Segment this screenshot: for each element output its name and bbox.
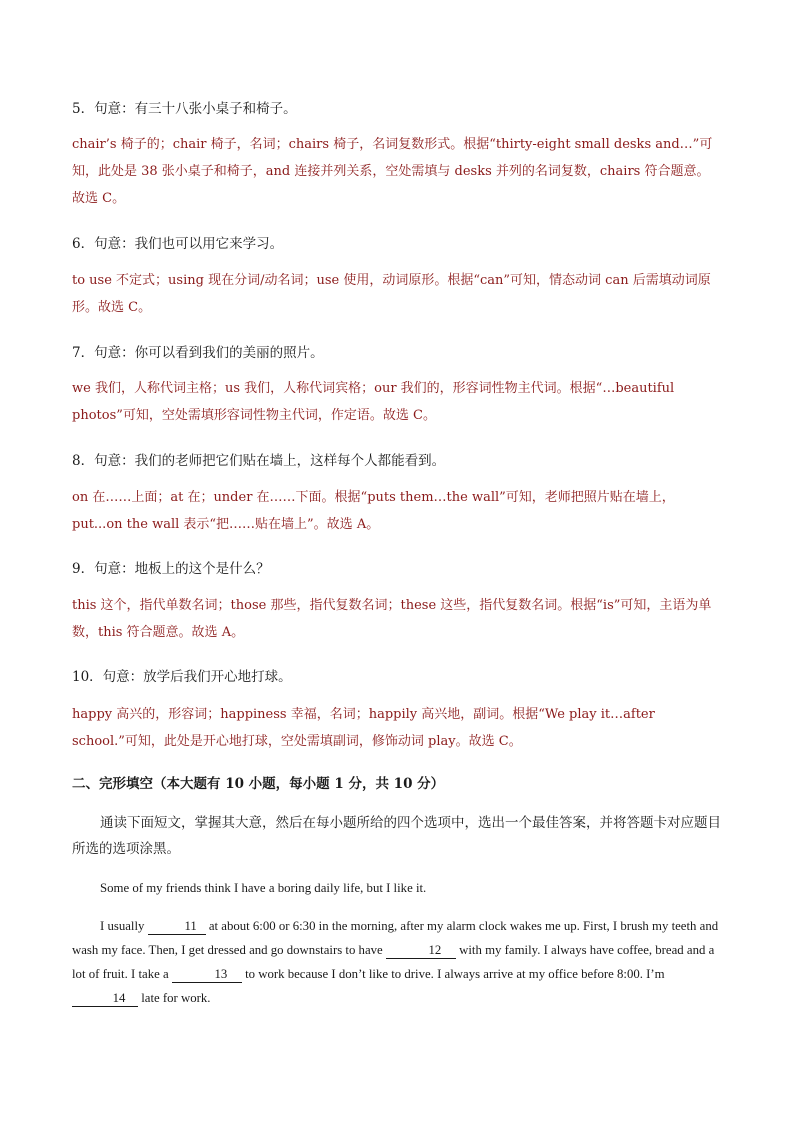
question-7-explanation: we 我们，人称代词主格；us 我们，人称代词宾格；our 我们的，形容词性物主代词。根据“…beautiful photos”可知，空处需填形容词性物主代词，作定语。故选 C。 <box>72 381 675 423</box>
question-5-meaning: 5．句意：有三十八张小桌子和椅子。 <box>72 101 297 117</box>
passage-text: to work because I don’t like to drive. I always arrive at my office before 8:00. I’m <box>245 967 665 981</box>
question-10-explanation: happy 高兴的，形容词；happiness 幸福，名词；happily 高兴地，副词。根据“We play it…after school.”可知，此处是开心地打球，空处需填副词，修饰动词 play。故选 C。 <box>72 707 655 749</box>
blank-11: 11 <box>148 918 206 935</box>
passage-text: I usually <box>100 919 145 933</box>
passage-text: at about 6:00 or 6:30 in the morning, after my alarm clock wakes me up. First, I brush my teeth and wash my face. Then, I get dressed and go downstairs to have <box>72 919 719 957</box>
passage-text: with my family. I always have coffee, bread and a lot of fruit. I take a <box>72 943 715 981</box>
blank-14: 14 <box>72 990 138 1007</box>
blank-13: 13 <box>172 966 242 983</box>
passage-text: late for work. <box>141 991 211 1005</box>
question-10-meaning: 10．句意：放学后我们开心地打球。 <box>72 669 292 685</box>
question-9-meaning: 9．句意：地板上的这个是什么？ <box>72 561 270 577</box>
section-title: 二、完形填空（本大题有 10 小题，每小题 1 分，共 10 分） <box>72 776 445 792</box>
question-8-explanation: on 在……上面；at 在；under 在……下面。根据“puts them…the wall”可知，老师把照片贴在墙上，put...on the wall 表示“把……贴在墙上”。故选 A。 <box>72 490 675 532</box>
question-5-explanation: chair’s 椅子的；chair 椅子，名词；chairs 椅子，名词复数形式。根据“thirty-eight small desks and…”可知，此处是 38 张小桌子和椅子，and 连接并列关系，空处需填与 desks 并列的名词复数，chairs 符合题意。故选 C。 <box>72 137 713 206</box>
question-9-explanation: this 这个，指代单数名词；those 那些，指代复数名词；these 这些，指代复数名词。根据“is”可知，主语为单数，this 符合题意。故选 A。 <box>72 598 712 640</box>
blank-12: 12 <box>386 942 456 959</box>
question-8-meaning: 8．句意：我们的老师把它们贴在墙上，这样每个人都能看到。 <box>72 453 446 469</box>
question-6-meaning: 6．句意：我们也可以用它来学习。 <box>72 236 284 252</box>
question-6-explanation: to use 不定式；using 现在分词/动名词；use 使用，动词原形。根据“can”可知，情态动词 can 后需填动词原形。故选 C。 <box>72 273 711 315</box>
section-instructions: 通读下面短文，掌握其大意，然后在每小题所给的四个选项中，选出一个最佳答案，并将答题卡对应题目所选的选项涂黑。 <box>72 815 721 857</box>
passage-paragraph-1: Some of my friends think I have a boring daily life, but I like it. <box>100 881 427 895</box>
passage-paragraph-2 <box>72 914 722 1010</box>
question-7-meaning: 7．句意：你可以看到我们的美丽的照片。 <box>72 345 324 361</box>
